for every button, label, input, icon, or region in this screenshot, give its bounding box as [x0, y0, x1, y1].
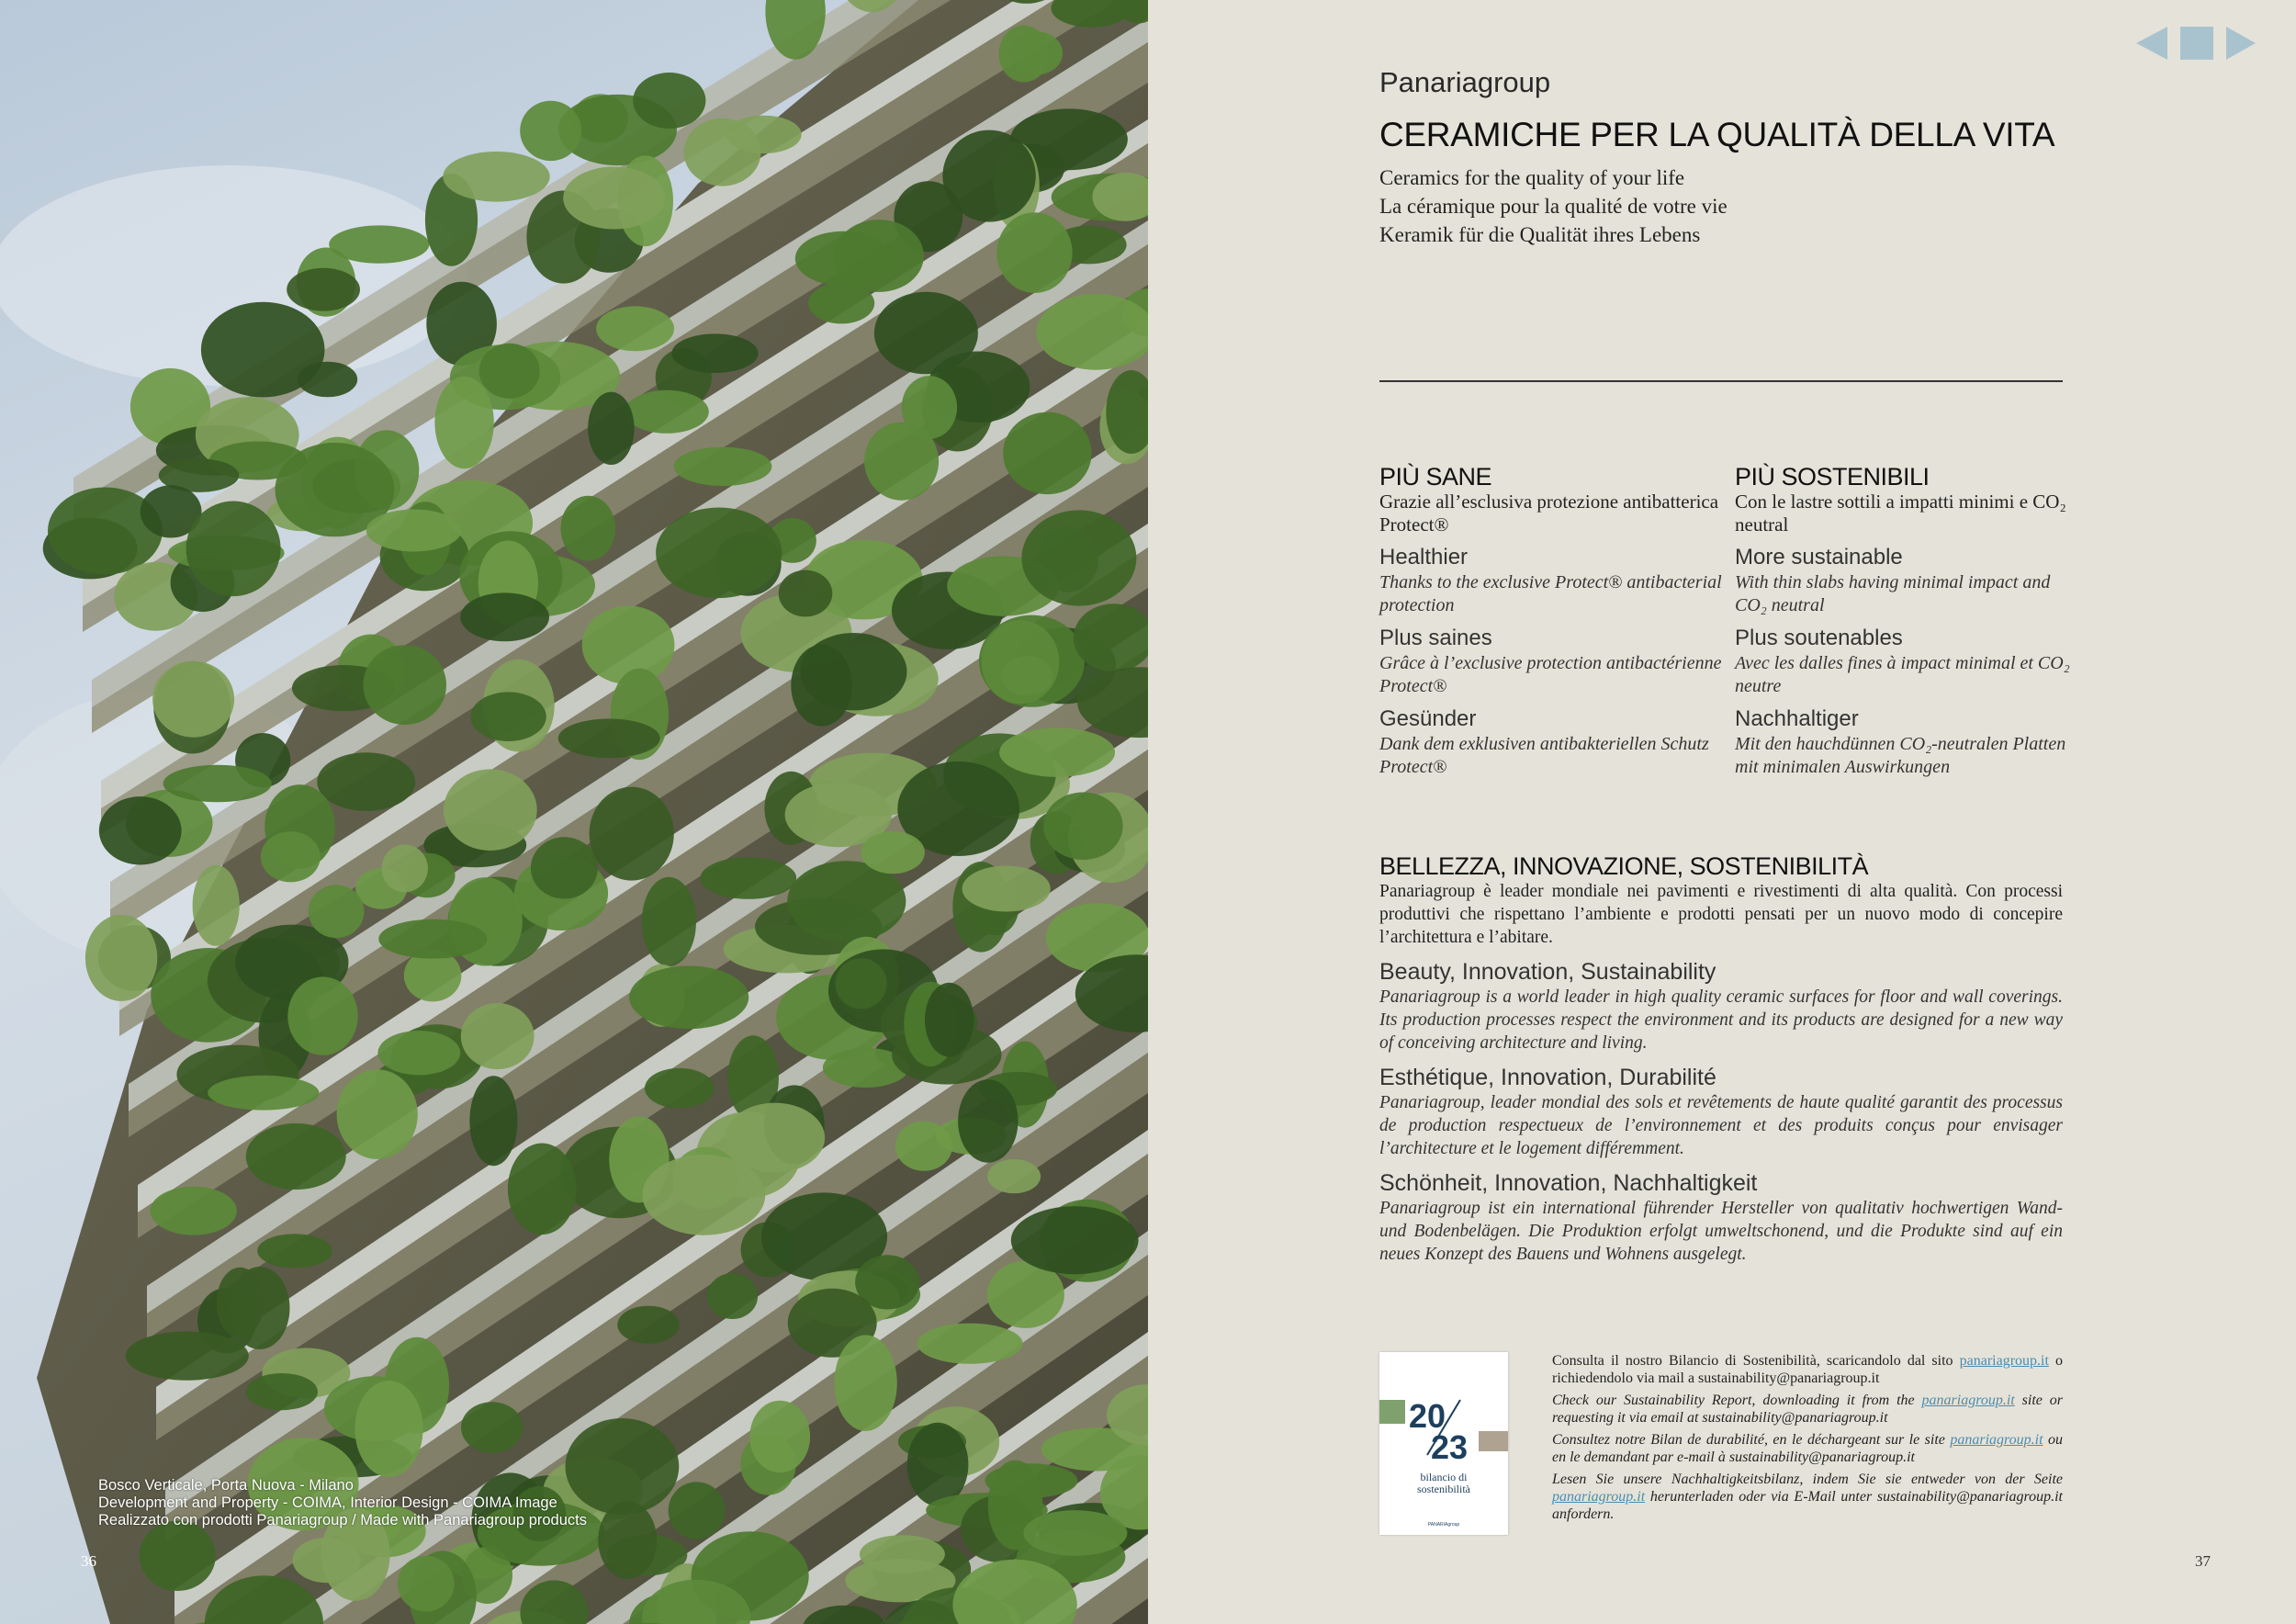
sustainable-de-heading: Nachhaltiger	[1735, 706, 1859, 731]
cover-year-top: 20	[1409, 1397, 1446, 1435]
subtitle-fr: La céramique pour la qualité de votre vie	[1379, 195, 1728, 218]
healthier-fr-heading: Plus saines	[1379, 626, 1492, 650]
caption-line-2: Development and Property - COIMA, Interior Design - COIMA Image	[98, 1494, 557, 1511]
bis-heading: BELLEZZA, INNOVAZIONE, SOSTENIBILITÀ	[1379, 852, 1869, 880]
page-number-left: 36	[81, 1552, 96, 1570]
divider	[1379, 380, 2063, 382]
report-fr: Consultez notre Bilan de durabilité, en le déchargeant sur le site panariagroup.it ou en le demandant par e-mail à sustainability@panariagroup.it	[1552, 1432, 2064, 1465]
sustainable-en-heading: More sustainable	[1735, 545, 1903, 570]
report-en: Check our Sustainability Report, downloading it from the panariagroup.it site or requesting it via email at sustainability@panariagroup.it	[1552, 1393, 2063, 1426]
previous-arrow-icon	[2136, 27, 2167, 60]
sustainable-fr-heading: Plus soutenables	[1735, 626, 1903, 650]
bis-it-text: Panariagroup è leader mondiale nei pavimenti e rivestimenti di alta qualità. Con processi produttivi che rispettano l’ambiente e prodotti pensati per un nuovo modo di concepire l’architettura e l’abitare.	[1379, 882, 2063, 947]
page-navigation	[2136, 26, 2256, 61]
menu-square-icon	[2180, 27, 2213, 60]
sustainable-fr-text: Avec les dalles fines à impact minimal et CO₂ neutre	[1735, 653, 2070, 696]
cover-year-bottom: 23	[1431, 1428, 1469, 1466]
bis-en-text: Panariagroup is a world leader in high quality ceramic surfaces for floor and wall coverings. Its production processes respect the environment and its products are designed for a new way of conceiving architecture and living.	[1379, 987, 2063, 1053]
healthier-column	[1379, 463, 1728, 779]
cover-title-line-1: bilancio di	[1420, 1471, 1468, 1483]
caption-line-1: Bosco Verticale, Porta Nuova - Milano	[98, 1477, 354, 1494]
sustainable-it-text: Con le lastre sottili a impatti minimi e CO₂ neutral	[1735, 491, 2066, 536]
healthier-it-text: Grazie all’esclusiva protezione antibatterica Protect®	[1379, 491, 1719, 536]
sustainable-en-text: With thin slabs having minimal impact and CO₂ neutral	[1735, 572, 2051, 615]
healthier-de-text: Dank dem exklusiven antibakteriellen Schutz Protect®	[1379, 734, 1709, 777]
report-it: Consulta il nostro Bilancio di Sostenibilità, scaricandolo dal sito panariagroup.it o richiedendolo via mail a sustainability@panariagroup.it	[1552, 1353, 2064, 1386]
cover-brand: PANARIAgroup	[1427, 1522, 1460, 1528]
bis-de-heading: Schönheit, Innovation, Nachhaltigkeit	[1379, 1170, 1758, 1196]
bis-fr-text: Panariagroup, leader mondial des sols et revêtements de haute qualité garantit des processus de production respectueux de l’environnement et des produits conçus pour envisager l’architecture et le logement différemment.	[1379, 1093, 2063, 1158]
healthier-en-text: Thanks to the exclusive Protect® antibacterial protection	[1379, 572, 1722, 615]
sustainability-report-info	[1552, 1352, 2063, 1528]
sustainable-de-text: Mit den hauchdünnen CO₂-neutralen Platten mit minimalen Auswirkungen	[1735, 734, 2066, 777]
healthier-en-heading: Healthier	[1379, 545, 1469, 570]
report-de: Lesen Sie unsere Nachhaltigkeitsbilanz, indem Sie sie entweder von der Seite panariagroup.it herunterladen oder via E-Mail unter sustainability@panariagroup.it anfordern.	[1552, 1472, 2063, 1522]
healthier-fr-text: Grâce à l’exclusive protection antibactérienne Protect®	[1379, 653, 1722, 696]
caption-line-3: Realizzato con prodotti Panariagroup / Made with Panariagroup products	[98, 1512, 587, 1528]
cover-title-line-2: sostenibilità	[1417, 1483, 1470, 1495]
bis-de-text: Panariagroup ist ein international führender Hersteller von qualitativ hochwertigen Wand- und Bodenbelägen. Die Produktion erfolgt umweltschonend, und die Produkte sind auf ein neues Konzept des Bauens und Wohnens ausgelegt.	[1379, 1199, 2063, 1264]
healthier-de-heading: Gesünder	[1379, 706, 1477, 731]
photo-caption	[98, 1477, 587, 1529]
panariagroup-link[interactable]: panariagroup.it	[1921, 1393, 2015, 1408]
panariagroup-link[interactable]: panariagroup.it	[1950, 1432, 2043, 1448]
subtitle-de: Keramik für die Qualität ihres Lebens	[1379, 223, 1701, 246]
sustainable-column	[1735, 463, 2084, 779]
title-translations	[1379, 164, 1728, 249]
page-number-right: 37	[2195, 1552, 2211, 1570]
panariagroup-link[interactable]: panariagroup.it	[1552, 1489, 1646, 1505]
sustainability-report-cover[interactable]	[1379, 1352, 1508, 1535]
beauty-innovation-section	[1379, 852, 2063, 1266]
bis-en-heading: Beauty, Innovation, Sustainability	[1379, 959, 1716, 985]
bis-fr-heading: Esthétique, Innovation, Durabilité	[1379, 1065, 1716, 1090]
page-title: CERAMICHE PER LA QUALITÀ DELLA VITA	[1379, 116, 2055, 153]
panariagroup-link[interactable]: panariagroup.it	[1959, 1353, 2049, 1369]
next-arrow-icon	[2226, 27, 2256, 60]
brand-name: Panariagroup	[1379, 66, 1551, 98]
navigation-icons	[2136, 26, 2256, 61]
healthier-heading: PIÙ SANE	[1379, 463, 1492, 491]
sustainable-heading: PIÙ SOSTENIBILI	[1735, 463, 1930, 491]
subtitle-en: Ceramics for the quality of your life	[1379, 166, 1685, 189]
